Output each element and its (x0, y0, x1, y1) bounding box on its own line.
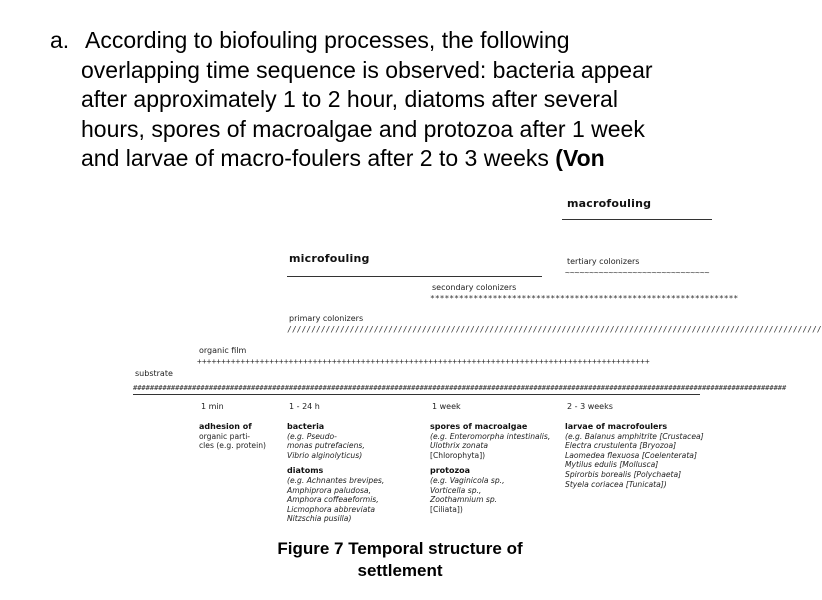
paragraph-line-4: hours, spores of macroalgae and protozoa after 1 week (81, 115, 645, 142)
col-bacteria-diatoms (287, 422, 384, 524)
figure-caption (220, 538, 580, 582)
substrate-label: substrate (135, 369, 173, 378)
tertiary-colonizers-label: tertiary colonizers (567, 257, 640, 266)
spores-line-3: Ulothrix zonata (430, 441, 488, 451)
larvae-line-5: Mytilus edulis [Mollusca] (565, 460, 659, 470)
diatoms-line-4: Amphora coffeaeformis, (287, 495, 379, 505)
col-adhesion (199, 422, 266, 451)
bacteria-heading: bacteria (287, 422, 325, 431)
primary-colonizers-pattern: /////////////////////////////////////////////////////////////////////////////////////////////////////////////// (287, 325, 822, 334)
larvae-line-2: (e.g. Balanus amphitrite [Crustacea] (565, 431, 704, 441)
bacteria-line-2: (e.g. Pseudo- (287, 431, 337, 441)
protozoa-heading: protozoa (430, 466, 471, 476)
macrofouling-label: macrofouling (567, 197, 652, 210)
time-label-2-3-weeks: 2 - 3 weeks (567, 402, 613, 411)
substrate-line (133, 394, 700, 395)
protozoa-line-3: Vorticella sp., (430, 485, 482, 495)
primary-colonizers-label: primary colonizers (289, 314, 364, 323)
tertiary-colonizers-pattern: ~~~~~~~~~~~~~~~~~~~~~~~~~~~~~~ (565, 268, 710, 277)
bacteria-line-4: Vibrio alginolyticus) (287, 450, 363, 460)
col-larvae (565, 422, 704, 489)
spores-line-4: [Chlorophyta]) (430, 450, 486, 460)
spores-heading: spores of macroalgae (430, 422, 528, 431)
larvae-line-7: Styela coriacea [Tunicata]) (565, 479, 667, 489)
bacteria-line-3: monas putrefaciens, (287, 441, 365, 451)
time-label-1min: 1 min (201, 402, 224, 411)
diatoms-heading: diatoms (287, 466, 324, 476)
larvae-line-6: Spirorbis borealis [Polychaeta] (565, 469, 682, 479)
diatoms-line-3: Amphiprora paludosa, (287, 485, 371, 495)
diatoms-line-6: Nitzschia pusilla) (287, 514, 352, 524)
time-label-1-24h: 1 - 24 h (289, 402, 320, 411)
secondary-colonizers-pattern: **************************************************************** (430, 294, 739, 303)
protozoa-line-4: Zoothamnium sp. (430, 495, 498, 505)
diatoms-line-5: Licmophora abbreviata (287, 504, 376, 514)
diatoms-line-2: (e.g. Achnantes brevipes, (287, 475, 385, 485)
spores-line-2: (e.g. Enteromorpha intestinalis, (430, 431, 551, 441)
secondary-colonizers-label: secondary colonizers (432, 283, 517, 292)
citation-fragment: (Von (555, 145, 605, 171)
caption-line-2: settlement (357, 561, 443, 580)
paragraph-line-2: overlapping time sequence is observed: bacteria appear (81, 56, 653, 83)
organic-film-label: organic film (199, 346, 247, 355)
col-spores-protozoa (430, 422, 550, 514)
microfouling-line (287, 276, 542, 277)
protozoa-line-2: (e.g. Vaginicola sp., (430, 475, 505, 485)
larvae-line-4: Laomedea flexuosa [Coelenterata] (565, 450, 697, 460)
organic-film-pattern: ++++++++++++++++++++++++++++++++++++++++++++++++++++++++++++++++++++++++++++++++++++++++++++++ (197, 357, 650, 366)
protozoa-line-5: [Ciliata]) (430, 504, 463, 514)
larvae-line-3: Electra crustulenta [Bryozoa] (565, 441, 677, 451)
macrofouling-line (562, 219, 712, 220)
microfouling-label: microfouling (289, 252, 370, 265)
paragraph-line-1: According to biofouling processes, the following (85, 27, 570, 53)
adhesion-line-3: cles (e.g. protein) (199, 441, 266, 451)
time-label-1-week: 1 week (432, 402, 461, 411)
list-marker: a. (50, 27, 70, 53)
paragraph-line-3: after approximately 1 to 2 hour, diatoms after several (81, 86, 618, 112)
paragraph-line-5-text: and larvae of macro-foulers after 2 to 3 weeks (81, 145, 549, 171)
adhesion-line-2: organic parti- (199, 431, 251, 441)
larvae-heading: larvae of macrofoulers (565, 422, 668, 431)
caption-line-1: Figure 7 Temporal structure of (277, 539, 523, 558)
adhesion-heading: adhesion of (199, 422, 252, 431)
substrate-pattern: ########################################################################################################################################################### (133, 384, 787, 392)
